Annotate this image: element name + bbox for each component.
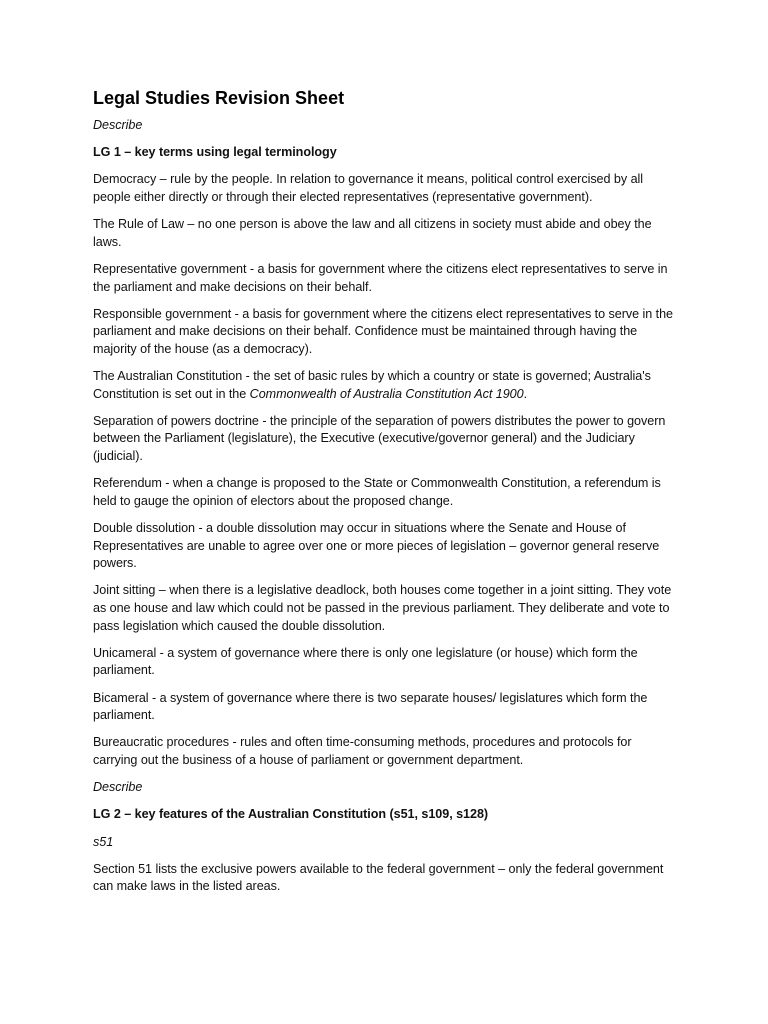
- double-dissolution-paragraph: Double dissolution - a double dissolution may occur in situations where the Senate and House of Representatives are unable to agree over one or more pieces of legislation – governor general reserve powers.: [93, 521, 660, 571]
- constitution-paragraph: [93, 368, 677, 403]
- describe-label: Describe: [93, 118, 143, 132]
- unicameral-paragraph: Unicameral - a system of governance where there is only one legislature (or house) which form the parliament.: [93, 645, 638, 678]
- constitution-act-title: Commonwealth of Australia Constitution Act 1900: [249, 386, 524, 401]
- referendum-paragraph: Referendum - when a change is proposed to the State or Commonwealth Constitution, a referendum is held to gauge the opinion of electors about the proposed change.: [93, 476, 661, 508]
- bicameral-paragraph: Bicameral - a system of governance where there is two separate houses/ legislatures which form the parliament.: [93, 690, 648, 723]
- responsible-government-paragraph: Responsible government - a basis for government where the citizens elect representatives to serve in the parliament and make decisions on their behalf. Confidence must be maintained through having the majority of the house (as a democracy).: [93, 306, 674, 356]
- rule-of-law-paragraph: The Rule of Law – no one person is above the law and all citizens in society must abide and obey the laws.: [93, 217, 652, 249]
- constitution-lead-text: The Australian Constitution - the set of basic rules by which a country or state is governed; Australia's Constitution is set out in the: [93, 369, 651, 401]
- separation-of-powers-paragraph: Separation of powers doctrine - the principle of the separation of powers distributes the power to govern between the Parliament (legislature), the Executive (executive/governor general) and the Judiciary (judicial).: [93, 413, 666, 464]
- democracy-paragraph: Democracy – rule by the people. In relation to governance it means, political control exercised by all people either directly or through their elected representatives (representative government).: [93, 172, 644, 204]
- describe-label-2: Describe: [93, 780, 143, 795]
- document-title: Legal Studies Revision Sheet: [93, 88, 345, 108]
- document-body: [93, 86, 677, 905]
- joint-sitting-paragraph: Joint sitting – when there is a legislative deadlock, both houses come together in a joint sitting. They vote as one house and law which could not be passed in the previous parliament. They deliberate and vote to pass legislation which caused the double dissolution.: [93, 583, 672, 633]
- section51-paragraph: Section 51 lists the exclusive powers available to the federal government – only the federal government can make laws in the listed areas.: [93, 861, 664, 894]
- lg1-heading: LG 1 – key terms using legal terminology: [93, 145, 337, 160]
- bureaucratic-procedures-paragraph: Bureaucratic procedures - rules and often time-consuming methods, procedures and protocols for carrying out the business of a house of parliament or government department.: [93, 735, 632, 767]
- lg2-heading: LG 2 – key features of the Australian Constitution (s51, s109, s128): [93, 807, 489, 822]
- constitution-end-text: .: [523, 386, 528, 401]
- s51-label: s51: [93, 834, 114, 849]
- representative-government-paragraph: Representative government - a basis for government where the citizens elect representatives to serve in the parliament and make decisions on their behalf.: [93, 261, 668, 294]
